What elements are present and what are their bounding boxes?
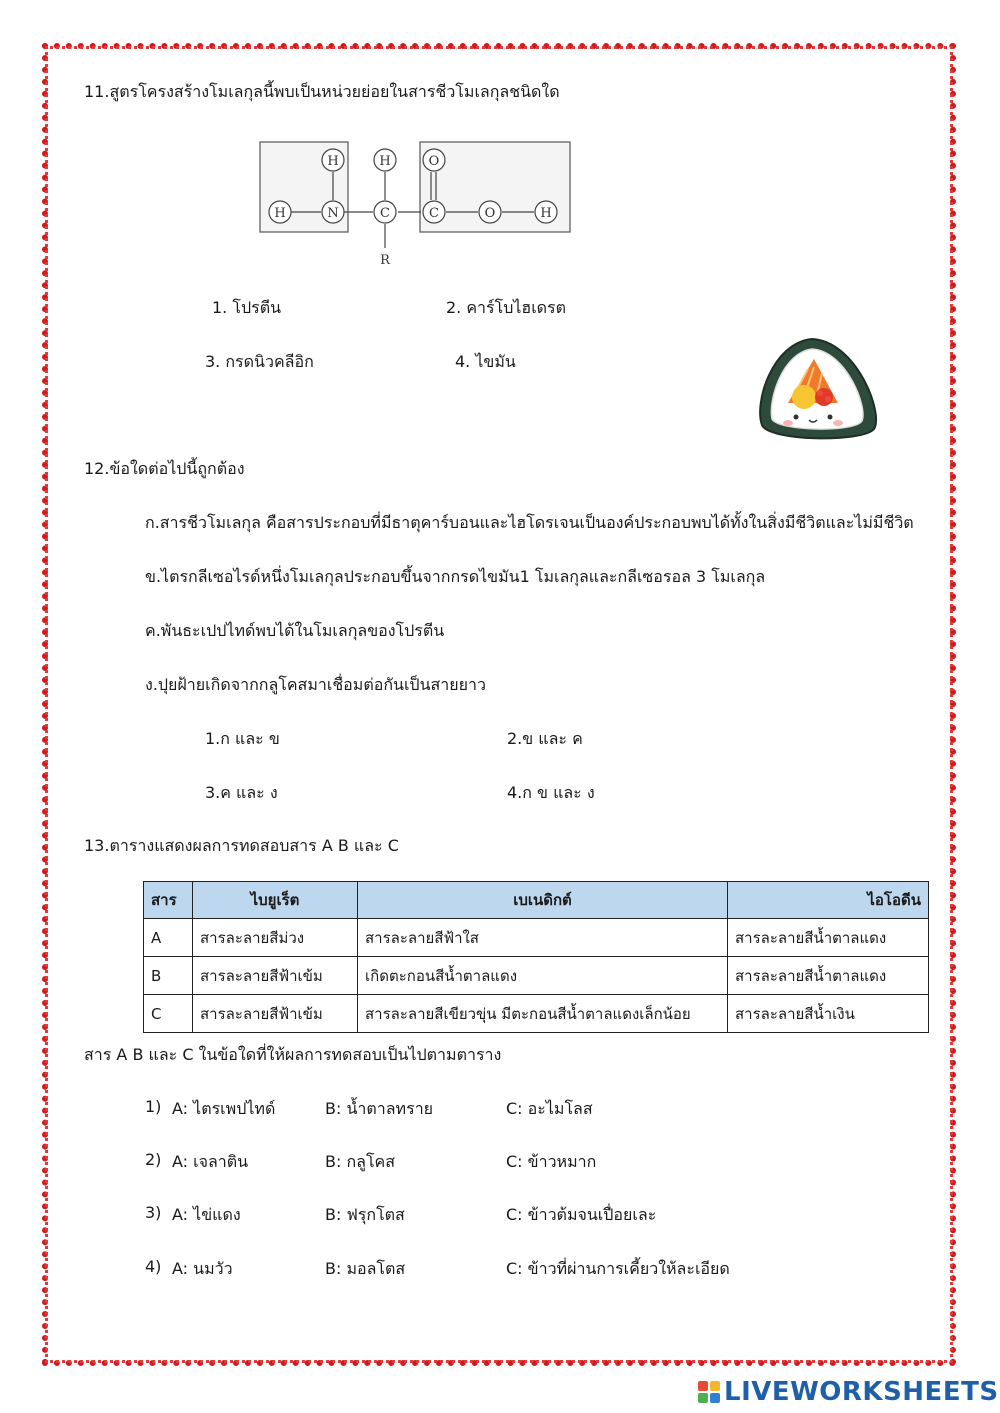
- header-biuret: ไบยูเร็ต: [193, 882, 358, 919]
- atom-h2: H: [540, 206, 552, 221]
- atom-o-top: O: [428, 154, 440, 169]
- choice-c: C: อะไมโลส: [506, 1099, 593, 1118]
- cell: สารละลายสีฟ้าใส: [358, 919, 728, 957]
- q11-choice-2[interactable]: 2. คาร์โบไฮเดรต: [446, 298, 567, 317]
- atom-h-top1: H: [327, 154, 339, 169]
- header-benedict: เบเนดิกต์: [358, 882, 728, 919]
- atom-h1: H: [274, 206, 286, 221]
- choice-b: B: มอลโตส: [325, 1259, 406, 1278]
- choice-number: 3): [145, 1203, 162, 1222]
- cell: B: [144, 957, 193, 995]
- q12-choice-1[interactable]: 1.ก และ ข: [205, 729, 280, 748]
- cell: สารละลายสีฟ้าเข้ม: [193, 957, 358, 995]
- atom-c-carboxyl: C: [429, 206, 439, 221]
- atom-n: N: [327, 206, 339, 221]
- choice-a: A: เจลาติน: [172, 1152, 249, 1171]
- choice-b: B: ฟรุกโตส: [325, 1205, 405, 1224]
- onigiri-icon: [752, 333, 884, 445]
- choice-a: A: ไตรเพปไทด์: [172, 1099, 276, 1118]
- choice-a: A: นมวัว: [172, 1259, 233, 1278]
- q11-choice-4[interactable]: 4. ไขมัน: [455, 352, 516, 371]
- choice-number: 1): [145, 1097, 162, 1116]
- cell: C: [144, 995, 193, 1033]
- atom-r: R: [380, 253, 390, 268]
- logo-text: LIVEWORKSHEETS: [724, 1377, 999, 1407]
- q12-choice-2[interactable]: 2.ข และ ค: [507, 729, 583, 748]
- q11-choice-1[interactable]: 1. โปรตีน: [212, 298, 282, 317]
- atom-c-alpha: C: [380, 206, 390, 221]
- q11-question: 11.สูตรโครงสร้างโมเลกุลนี้พบเป็นหน่วยย่อยในสารชีวโมเลกุลชนิดใด: [84, 82, 560, 101]
- cell: สารละลายสีน้ำตาลแดง: [728, 919, 929, 957]
- table-row: [144, 919, 929, 957]
- amino-acid-structure: [258, 140, 578, 270]
- cell: สารละลายสีม่วง: [193, 919, 358, 957]
- q13-question: 13.ตารางแสดงผลการทดสอบสาร A B และ C: [84, 836, 399, 855]
- choice-b: B: กลูโคส: [325, 1152, 396, 1171]
- atom-o: O: [484, 206, 496, 221]
- choice-number: 4): [145, 1257, 162, 1276]
- table-row: [144, 957, 929, 995]
- table-row: [144, 995, 929, 1033]
- cell: สารละลายสีฟ้าเข้ม: [193, 995, 358, 1033]
- table-header-row: [144, 882, 929, 919]
- q13-prompt: สาร A B และ C ในข้อใดที่ให้ผลการทดสอบเป็นไปตามตาราง: [84, 1045, 502, 1064]
- header-iodine: ไอโอดีน: [728, 882, 929, 919]
- cell: เกิดตะกอนสีน้ำตาลแดง: [358, 957, 728, 995]
- header-substance: สาร: [144, 882, 193, 919]
- q11-choice-3[interactable]: 3. กรดนิวคลีอิก: [205, 352, 314, 371]
- choice-c: C: ข้าวที่ผ่านการเคี้ยวให้ละเอียด: [506, 1259, 730, 1278]
- q12-statement-b: ข.ไตรกลีเซอไรด์หนึ่งโมเลกุลประกอบขึ้นจากกรดไขมัน1 โมเลกุลและกลีเซอรอล 3 โมเลกุล: [145, 567, 766, 586]
- cell: สารละลายสีน้ำตาลแดง: [728, 957, 929, 995]
- atom-h-top2: H: [379, 154, 391, 169]
- cell: สารละลายสีน้ำเงิน: [728, 995, 929, 1033]
- logo-grid-icon: [698, 1381, 720, 1403]
- test-results-table: [143, 881, 929, 1033]
- cell: A: [144, 919, 193, 957]
- q12-choice-3[interactable]: 3.ค และ ง: [205, 783, 278, 802]
- q12-statement-a: ก.สารชีวโมเลกุล คือสารประกอบที่มีธาตุคาร์บอนและไฮโดรเจนเป็นองค์ประกอบพบได้ทั้งในสิ่งมีชีวิตและไม่มีชีวิต: [145, 513, 914, 532]
- q12-question: 12.ข้อใดต่อไปนี้ถูกต้อง: [84, 459, 245, 478]
- choice-number: 2): [145, 1150, 162, 1169]
- choice-c: C: ข้าวหมาก: [506, 1152, 597, 1171]
- choice-b: B: น้ำตาลทราย: [325, 1099, 434, 1118]
- q12-statement-c: ค.พันธะเปปไทด์พบได้ในโมเลกุลของโปรตีน: [145, 621, 445, 640]
- liveworksheets-logo[interactable]: [698, 1377, 999, 1407]
- choice-a: A: ไข่แดง: [172, 1205, 241, 1224]
- q12-choice-4[interactable]: 4.ก ข และ ง: [507, 783, 595, 802]
- cell: สารละลายสีเขียวขุ่น มีตะกอนสีน้ำตาลแดงเล็กน้อย: [358, 995, 728, 1033]
- choice-c: C: ข้าวต้มจนเปื่อยเละ: [506, 1205, 657, 1224]
- q12-statement-d: ง.ปุยฝ้ายเกิดจากกลูโคสมาเชื่อมต่อกันเป็นสายยาว: [145, 675, 486, 694]
